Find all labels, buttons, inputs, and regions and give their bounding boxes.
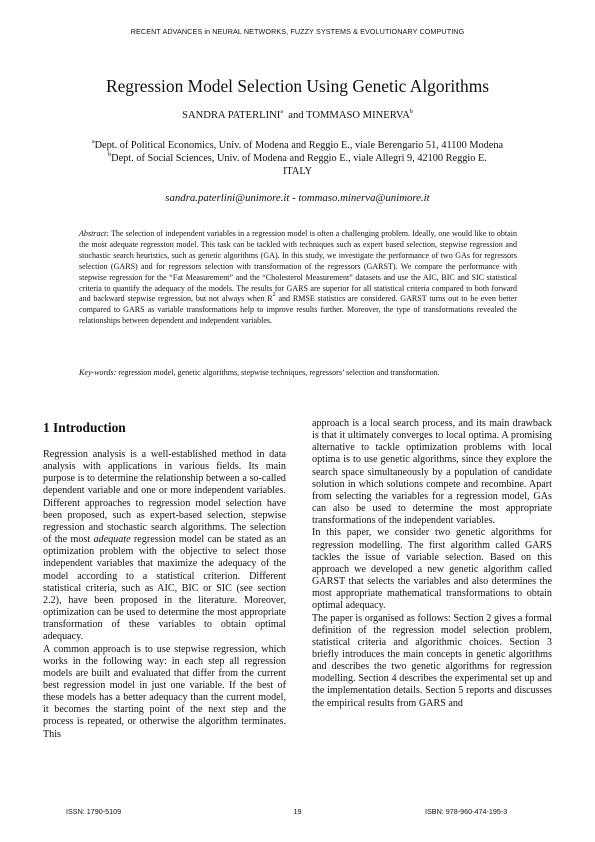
keywords xyxy=(79,368,517,379)
abstract-superscript: 2 xyxy=(272,292,276,299)
intro-p1-text-2: regression model can be stated as an optimization problem with the objective to select those independent variables that maximize the adequacy of the model according to a statistical criterion. Different statistical criteria, such as AIC, BIC or SIC (see section 2.2), have been proposed in the literature. Moreover, optimization can be used to determine the most appropriate transformation of these variables to obtain optimal adequacy. xyxy=(43,534,286,643)
abstract xyxy=(79,229,517,327)
author-2-marker: b xyxy=(409,109,413,115)
footer-issn: ISSN: 1790-5109 xyxy=(66,807,122,816)
footer-page-number: 19 xyxy=(293,807,302,816)
author-2: TOMMASO MINERVA xyxy=(306,110,410,121)
abstract-text-2: and RMSE statistics are considered. GARST turns out to be even better compared to GARS as variable transformations help to improve results further. Moreover, the type of transformations revealed the relationships between dependent and independent variables. xyxy=(79,294,517,326)
abstract-text-1: The selection of independent variables in a regression model is often a challenging problem. Ideally, one would like to obtain the most adequate regression model. This task can be tackled with techniques such as expert based selection, stepwise regression and stochastic search heuristics, such as genetic algorithms (GA). In this study, we investigate the performance of two GAs for regressors selection (GARS) and for regressors selection with transformation of the regressors (GARST). We compare the performance with stepwise regression for the “Fat Measurement” and the “Cholesterol Measurement” datasets and use the AIC, BIC and SIC statistical criteria to quantify the adequacy of the models. The results for GARS are superior for all statistical criteria compared to both forward and backward stepwise regression, but not always when R xyxy=(79,229,517,304)
intro-paragraph-1 xyxy=(43,449,286,644)
abstract-label: Abstract: xyxy=(79,229,109,238)
affiliation-country: ITALY xyxy=(282,166,313,177)
affiliation-a-marker: a xyxy=(91,139,95,145)
running-head: RECENT ADVANCES in NEURAL NETWORKS, FUZZY SYSTEMS & EVOLUTIONARY COMPUTING xyxy=(130,27,465,36)
left-column xyxy=(43,449,286,741)
keywords-text: regression model, genetic algorithms, stepwise techniques, regressors’ selection and transformation. xyxy=(116,368,440,377)
paper-title: Regression Model Selection Using Genetic Algorithms xyxy=(105,76,490,96)
section-heading-introduction: 1 Introduction xyxy=(43,420,126,435)
author-emails: sandra.paterlini@unimore.it - tommaso.minerva@unimore.it xyxy=(165,192,430,204)
affiliation-a-text: Dept. of Political Economics, Univ. of Modena and Reggio E., viale Berengario 51, 41100 Modena xyxy=(94,140,504,151)
right-column xyxy=(312,418,552,710)
footer-isbn: ISBN: 978-960-474-195-3 xyxy=(425,807,508,816)
intro-p1-emphasis: adequate xyxy=(93,534,131,546)
affiliation-b xyxy=(0,152,595,165)
author-1-marker: a xyxy=(280,109,283,115)
author-connector: and xyxy=(288,110,304,121)
intro-paragraph-2: A common approach is to use stepwise regression, which works in the following way: in each step all regression models are built and evaluated that differ from the current best regression model in just one variable. If the best of these models has a better adequacy than the current model, it becomes the starting point of the next step and the process is repeated, or otherwise the algorithm terminates. This xyxy=(43,643,286,740)
keywords-label: Key-words: xyxy=(79,368,117,377)
intro-paragraph-5: The paper is organised as follows: Section 2 gives a formal definition of the regression model selection problem, statistical criteria and algorithmic choices. Section 3 briefly introduces the main concepts in genetic algorithms and describes the two genetic algorithms for regression modelling. Section 4 describes the experimental set up and the implementation details. Section 5 reports and discusses the empirical results from GARS and xyxy=(312,612,552,709)
affiliation-b-text: Dept. of Social Sciences, Univ. of Modena and Reggio E., viale Allegri 9, 42100 Reggio E. xyxy=(111,153,487,164)
author-1: SANDRA PATERLINI xyxy=(182,110,281,121)
intro-p1-text-1: Regression analysis is a well-established method in data analysis with applications in various fields. Its main purpose is to determine the relationship between a so-called dependent variable and one or more independent variables. Different approaches to regression model selection have been proposed, such as expert-based selection, stepwise regression and stochastic search algorithms. The selection of the most xyxy=(43,449,286,546)
author-line xyxy=(0,110,595,121)
affiliation-a xyxy=(0,139,595,152)
affiliation-b-marker: b xyxy=(108,152,112,158)
intro-paragraph-3: approach is a local search process, and its main drawback is that it ultimately converges to local optima. A promising alternative to tackle optimization problems with local optima is to use genetic algorithms, since they explore the search space simultaneously by a population of candidate solution in which solutions compete and recombine. Apart from selecting the variables for a regression model, GAs can also be used to determine the most appropriate transformations of the independent variables. xyxy=(312,418,552,527)
intro-paragraph-4: In this paper, we consider two genetic algorithms for regression modelling. The first algorithm called GARS tackles the issue of variable selection. Based on this approach we developed a new genetic algorithm called GARST that selects the variables and also determines the most appropriate mathematical transformations to obtain optimal adequacy. xyxy=(312,527,552,612)
